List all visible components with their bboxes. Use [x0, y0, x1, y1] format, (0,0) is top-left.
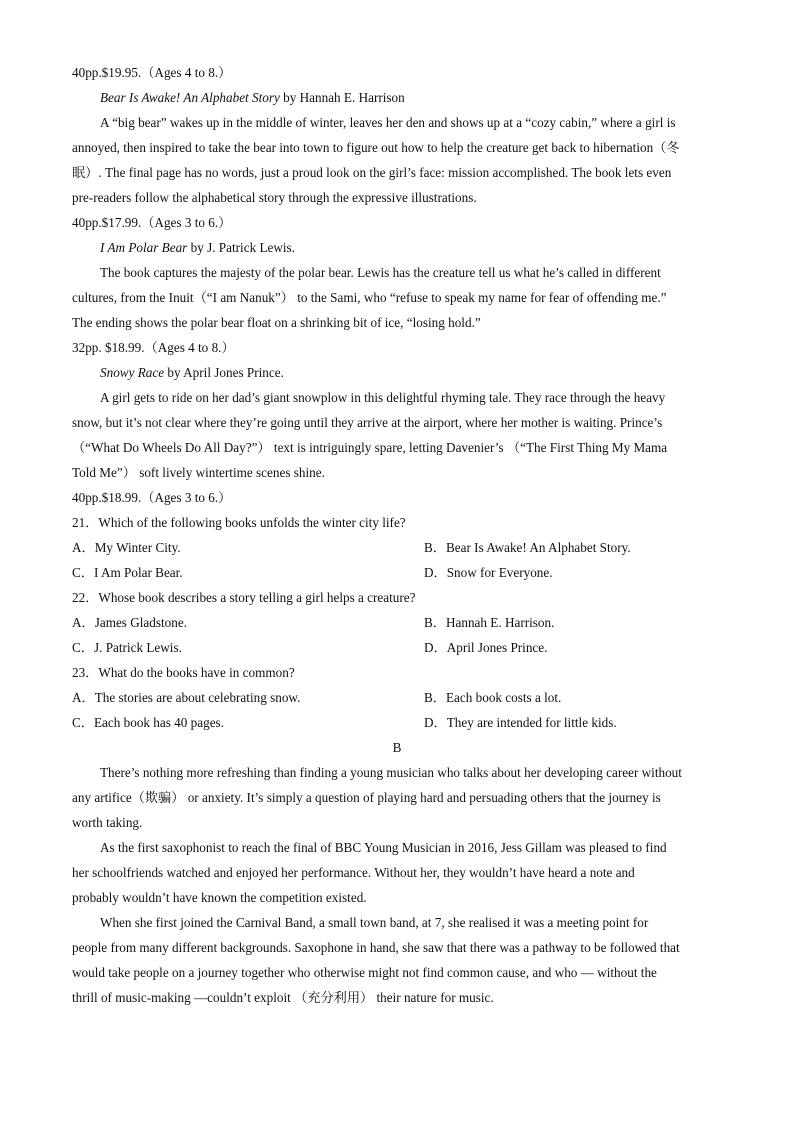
paragraph-line: The book captures the majesty of the polar bear. Lewis has the creature tell us what he’s called in different [100, 265, 661, 280]
paragraph-line: （“What Do Wheels Do All Day?”） text is intriguingly spare, letting Davenier’s （“The First Thing My Mama [72, 440, 668, 455]
paragraph-line: cultures, from the Inuit（“I am Nanuk”） to the Sami, who “refuse to speak my name for fear of offending me.” [72, 290, 667, 305]
paragraph-line: her schoolfriends watched and enjoyed her performance. Without her, they wouldn’t have heard a note and [72, 865, 635, 880]
book-author: by Hannah E. Harrison [279, 90, 405, 105]
paragraph-line: thrill of music-making —couldn’t exploit （充分利用） their nature for music. [72, 990, 494, 1005]
option-a: A．James Gladstone. [72, 615, 188, 630]
option-c: C．J. Patrick Lewis. [72, 640, 182, 655]
paragraph-line: As the first saxophonist to reach the final of BBC Young Musician in 2016, Jess Gillam was pleased to find [100, 840, 667, 855]
paragraph-line: probably wouldn’t have known the competition existed. [72, 890, 367, 905]
book-heading [72, 85, 722, 110]
option-row [72, 560, 722, 585]
price-line: 32pp. $18.99.（Ages 4 to 8.） [72, 340, 235, 355]
book-title: I Am Polar Bear [100, 240, 188, 255]
book-title: Snowy Race [100, 365, 165, 380]
paragraph-line: A girl gets to ride on her dad’s giant snowplow in this delightful rhyming tale. They race through the heavy [100, 390, 666, 405]
price-line: 40pp.$19.95.（Ages 4 to 8.） [72, 65, 232, 80]
price-line: 40pp.$17.99.（Ages 3 to 6.） [72, 215, 232, 230]
option-c: C．Each book has 40 pages. [72, 715, 224, 730]
paragraph-line: people from many different backgrounds. Saxophone in hand, she saw that there was a pathway to be followed that [72, 940, 680, 955]
option-d: D．Snow for Everyone. [424, 565, 553, 580]
option-c: C．I Am Polar Bear. [72, 565, 183, 580]
document-page [72, 60, 722, 1010]
paragraph-line: The ending shows the polar bear float on a shrinking bit of ice, “losing hold.” [72, 315, 481, 330]
paragraph-line: 眠）. The final page has no words, just a proud look on the girl’s face: mission accomplished. The book lets even [72, 165, 672, 180]
question-stem: 23．What do the books have in common? [72, 665, 295, 680]
option-row [72, 535, 722, 560]
option-a: A．The stories are about celebrating snow. [72, 690, 301, 705]
option-d: D．April Jones Prince. [424, 640, 548, 655]
paragraph-line: When she first joined the Carnival Band, a small town band, at 7, she realised it was a meeting point for [100, 915, 649, 930]
paragraph-line: Told Me”） soft lively wintertime scenes shine. [72, 465, 325, 480]
option-a: A．My Winter City. [72, 540, 181, 555]
question-stem: 21．Which of the following books unfolds the winter city life? [72, 515, 406, 530]
option-b: B．Bear Is Awake! An Alphabet Story. [424, 540, 631, 555]
option-d: D．They are intended for little kids. [424, 715, 617, 730]
paragraph-line: annoyed, then inspired to take the bear into town to figure out how to help the creature get back to hibernation（冬 [72, 140, 680, 155]
paragraph-line: There’s nothing more refreshing than finding a young musician who talks about her developing career without [100, 765, 682, 780]
question-stem: 22．Whose book describes a story telling a girl helps a creature? [72, 590, 416, 605]
book-author: by J. Patrick Lewis. [187, 240, 295, 255]
option-row [72, 635, 722, 660]
book-heading [72, 360, 722, 385]
option-row [72, 710, 722, 735]
paragraph-line: A “big bear” wakes up in the middle of winter, leaves her den and shows up at a “cozy cabin,” where a girl is [100, 115, 676, 130]
paragraph-line: any artifice（欺骗） or anxiety. It’s simply a question of playing hard and persuading others that the journey is [72, 790, 661, 805]
option-b: B．Hannah E. Harrison. [424, 615, 555, 630]
paragraph-line: worth taking. [72, 815, 143, 830]
option-row [72, 610, 722, 635]
book-heading [72, 235, 722, 260]
paragraph-line: snow, but it’s not clear where they’re going until they arrive at the airport, where her mother is waiting. Prince’s [72, 415, 663, 430]
price-line: 40pp.$18.99.（Ages 3 to 6.） [72, 490, 232, 505]
book-author: by April Jones Prince. [164, 365, 284, 380]
option-row [72, 685, 722, 710]
book-title: Bear Is Awake! An Alphabet Story [100, 90, 280, 105]
section-heading: B [392, 740, 402, 755]
option-b: B．Each book costs a lot. [424, 690, 562, 705]
paragraph-line: pre-readers follow the alphabetical story through the expressive illustrations. [72, 190, 477, 205]
paragraph-line: would take people on a journey together who otherwise might not find common cause, and who — without the [72, 965, 657, 980]
